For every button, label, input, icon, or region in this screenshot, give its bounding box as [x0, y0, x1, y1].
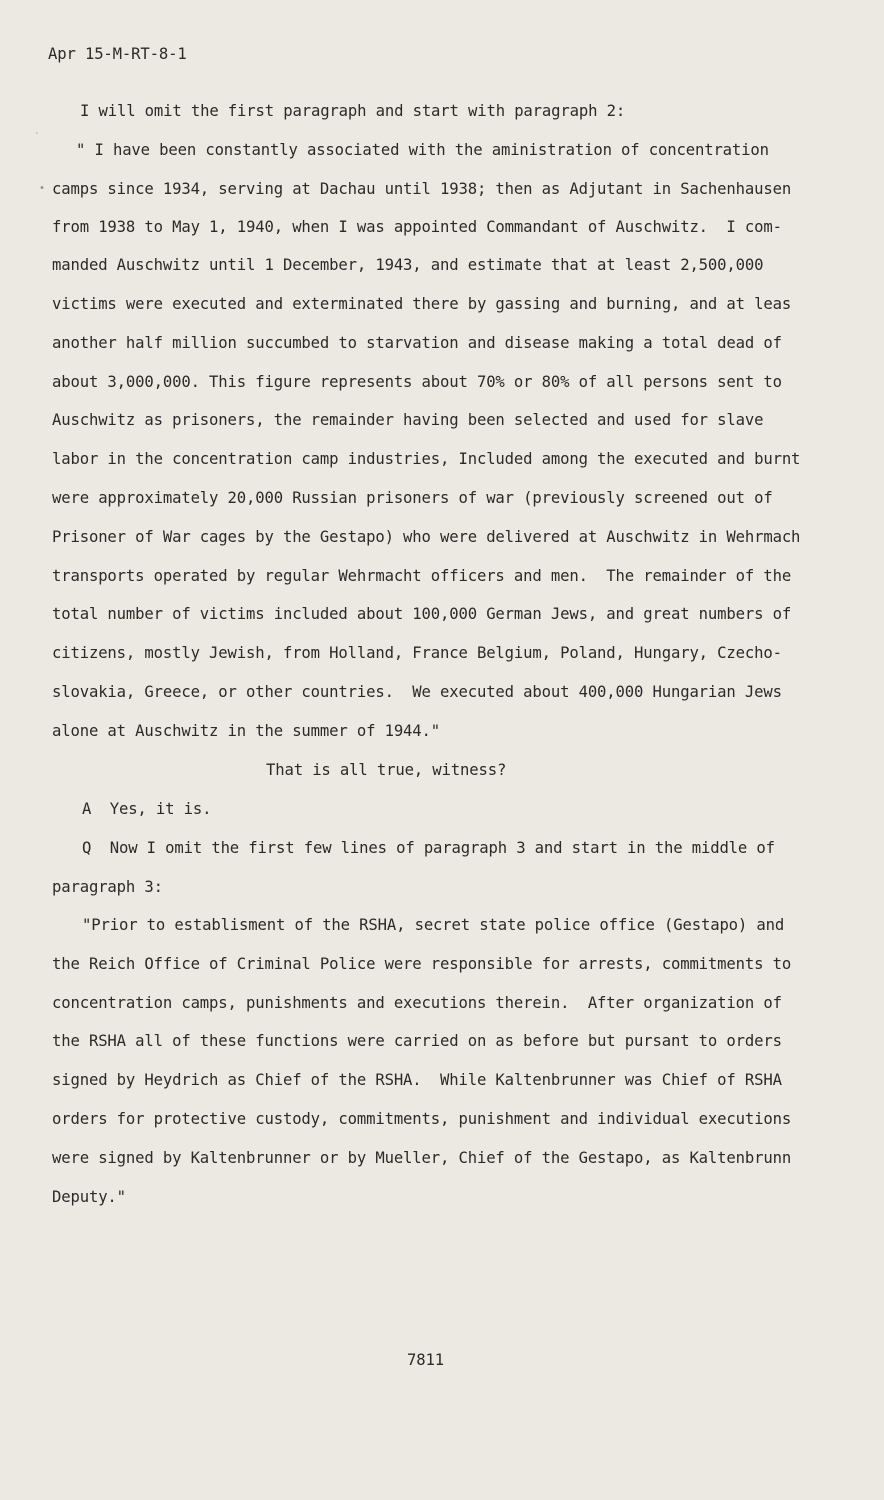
question-line: That is all true, witness? — [266, 761, 507, 779]
text-line: camps since 1934, serving at Dachau until 1938; then as Adjutant in Sachenhausen — [52, 180, 792, 198]
margin-mark: • — [39, 183, 46, 194]
text-line: the Reich Office of Criminal Police were responsible for arrests, commitments to — [52, 955, 792, 973]
text-line: citizens, mostly Jewish, from Holland, France Belgium, Poland, Hungary, Czecho- — [52, 644, 782, 662]
text-line: Prisoner of War cages by the Gestapo) who were delivered at Auschwitz in Wehrmach — [52, 528, 801, 546]
intro-line: I will omit the first paragraph and start with paragraph 2: — [80, 102, 626, 120]
text-line: paragraph 3: — [52, 878, 163, 896]
text-line: total number of victims included about 100,000 German Jews, and great numbers of — [52, 605, 792, 623]
text-line: Auschwitz as prisoners, the remainder having been selected and used for slave — [52, 411, 764, 429]
text-line: "Prior to establisment of the RSHA, secret state police office (Gestapo) and — [82, 916, 785, 934]
text-line: alone at Auschwitz in the summer of 1944." — [52, 722, 441, 740]
text-line: transports operated by regular Wehrmacht officers and men. The remainder of the — [52, 567, 792, 585]
answer-line: A Yes, it is. — [82, 800, 212, 818]
text-line: " I have been constantly associated with the aministration of concentration — [76, 141, 769, 159]
text-line: were approximately 20,000 Russian prisoners of war (previously screened out of — [52, 489, 773, 507]
text-line: signed by Heydrich as Chief of the RSHA. While Kaltenbrunner was Chief of RSHA — [52, 1071, 782, 1089]
text-line: another half million succumbed to starvation and disease making a total dead of — [52, 334, 782, 352]
text-line: Deputy." — [52, 1188, 126, 1206]
text-line: the RSHA all of these functions were carried on as before but pursant to orders — [52, 1032, 782, 1050]
text-line: manded Auschwitz until 1 December, 1943, and estimate that at least 2,500,000 — [52, 256, 764, 274]
text-line: slovakia, Greece, or other countries. We executed about 400,000 Hungarian Jews — [52, 683, 782, 701]
document-header: Apr 15-M-RT-8-1 — [48, 45, 187, 63]
text-line: from 1938 to May 1, 1940, when I was appointed Commandant of Auschwitz. I com- — [52, 218, 782, 236]
text-line: were signed by Kaltenbrunner or by Mueller, Chief of the Gestapo, as Kaltenbrunn — [52, 1149, 792, 1167]
text-line: concentration camps, punishments and executions therein. After organization of — [52, 994, 782, 1012]
text-line: labor in the concentration camp industries, Included among the executed and burnt — [52, 450, 801, 468]
text-line: about 3,000,000. This figure represents about 70% or 80% of all persons sent to — [52, 373, 782, 391]
text-line: orders for protective custody, commitments, punishment and individual executions — [52, 1110, 792, 1128]
margin-mark: ˊ — [34, 132, 41, 143]
page-number: 7811 — [407, 1351, 444, 1369]
text-line: Q Now I omit the first few lines of paragraph 3 and start in the middle of — [82, 839, 775, 857]
text-line: victims were executed and exterminated there by gassing and burning, and at leas — [52, 295, 792, 313]
